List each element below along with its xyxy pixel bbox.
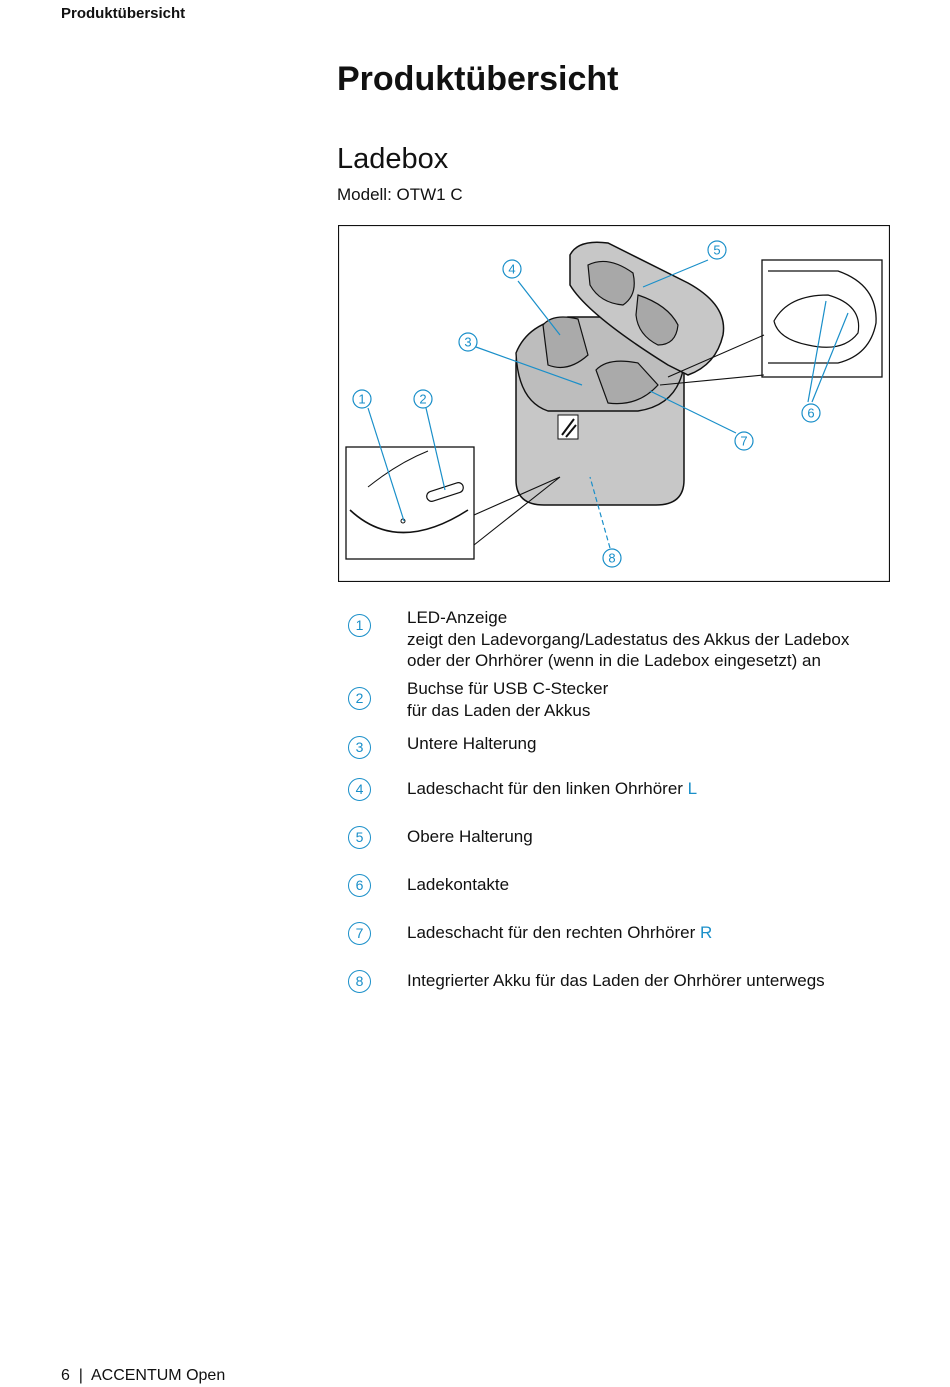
legend-number-3: 3	[348, 736, 371, 759]
legend-number-8: 8	[348, 970, 371, 993]
page-number: 6	[61, 1367, 70, 1384]
legend-number-6: 6	[348, 874, 371, 897]
callout-1	[353, 390, 371, 408]
legend-2-line-1: Buchse für USB C-Stecker	[407, 679, 609, 698]
legend-text-7	[407, 922, 712, 944]
callout-2	[414, 390, 432, 408]
legend-number-7: 7	[348, 922, 371, 945]
callout-5-label: 5	[713, 242, 721, 258]
footer-separator: |	[78, 1367, 83, 1384]
callout-7	[735, 432, 753, 450]
callout-1-label: 1	[358, 391, 366, 407]
callout-6-label: 6	[807, 405, 815, 421]
legend-number-5: 5	[348, 826, 371, 849]
detail-inset-led	[346, 447, 474, 559]
callout-8	[603, 549, 621, 567]
right-earbud-marker: R	[699, 923, 713, 942]
legend-number-4: 4	[348, 778, 371, 801]
legend-text-8: Integrierter Akku für das Laden der Ohrhörer unterwegs	[407, 971, 825, 990]
callout-8-label: 8	[608, 550, 616, 566]
legend-1-line-2: zeigt den Ladevorgang/Ladestatus des Akkus der Ladebox	[407, 629, 850, 649]
callout-7-label: 7	[740, 433, 748, 449]
legend-text-1	[407, 607, 849, 672]
legend-number-1: 1	[348, 614, 371, 637]
legend-2-line-2: für das Laden der Akkus	[407, 700, 591, 720]
left-earbud-marker: L	[687, 779, 698, 798]
model-line: Modell: OTW1 C	[337, 185, 463, 204]
section-title: Ladebox	[337, 143, 449, 175]
legend-text-3: Untere Halterung	[407, 734, 537, 753]
legend-1-line-1: LED-Anzeige	[407, 608, 508, 627]
page-title: Produktübersicht	[337, 60, 619, 98]
callout-4	[503, 260, 521, 278]
callout-3	[459, 333, 477, 351]
legend-number-2: 2	[348, 687, 371, 710]
legend-1-line-3: oder der Ohrhörer (wenn in die Ladebox eingesetzt) an	[407, 651, 821, 670]
legend-text-4	[407, 778, 697, 800]
page-footer	[61, 1367, 225, 1385]
product-name: ACCENTUM Open	[90, 1367, 226, 1384]
callout-5	[708, 241, 726, 259]
legend-text-2	[407, 678, 608, 721]
legend-text-6: Ladekontakte	[407, 875, 510, 894]
charging-case-illustration	[338, 225, 890, 582]
callout-4-label: 4	[508, 261, 516, 277]
callout-3-label: 3	[464, 334, 472, 350]
legend-7-text: Ladeschacht für den rechten Ohrhörer	[407, 923, 700, 942]
product-figure	[338, 225, 890, 582]
legend-text-5: Obere Halterung	[407, 827, 533, 846]
running-header: Produktübersicht	[61, 5, 186, 22]
callout-6	[802, 404, 820, 422]
callout-2-label: 2	[419, 391, 427, 407]
legend-4-text: Ladeschacht für den linken Ohrhörer	[407, 779, 688, 798]
